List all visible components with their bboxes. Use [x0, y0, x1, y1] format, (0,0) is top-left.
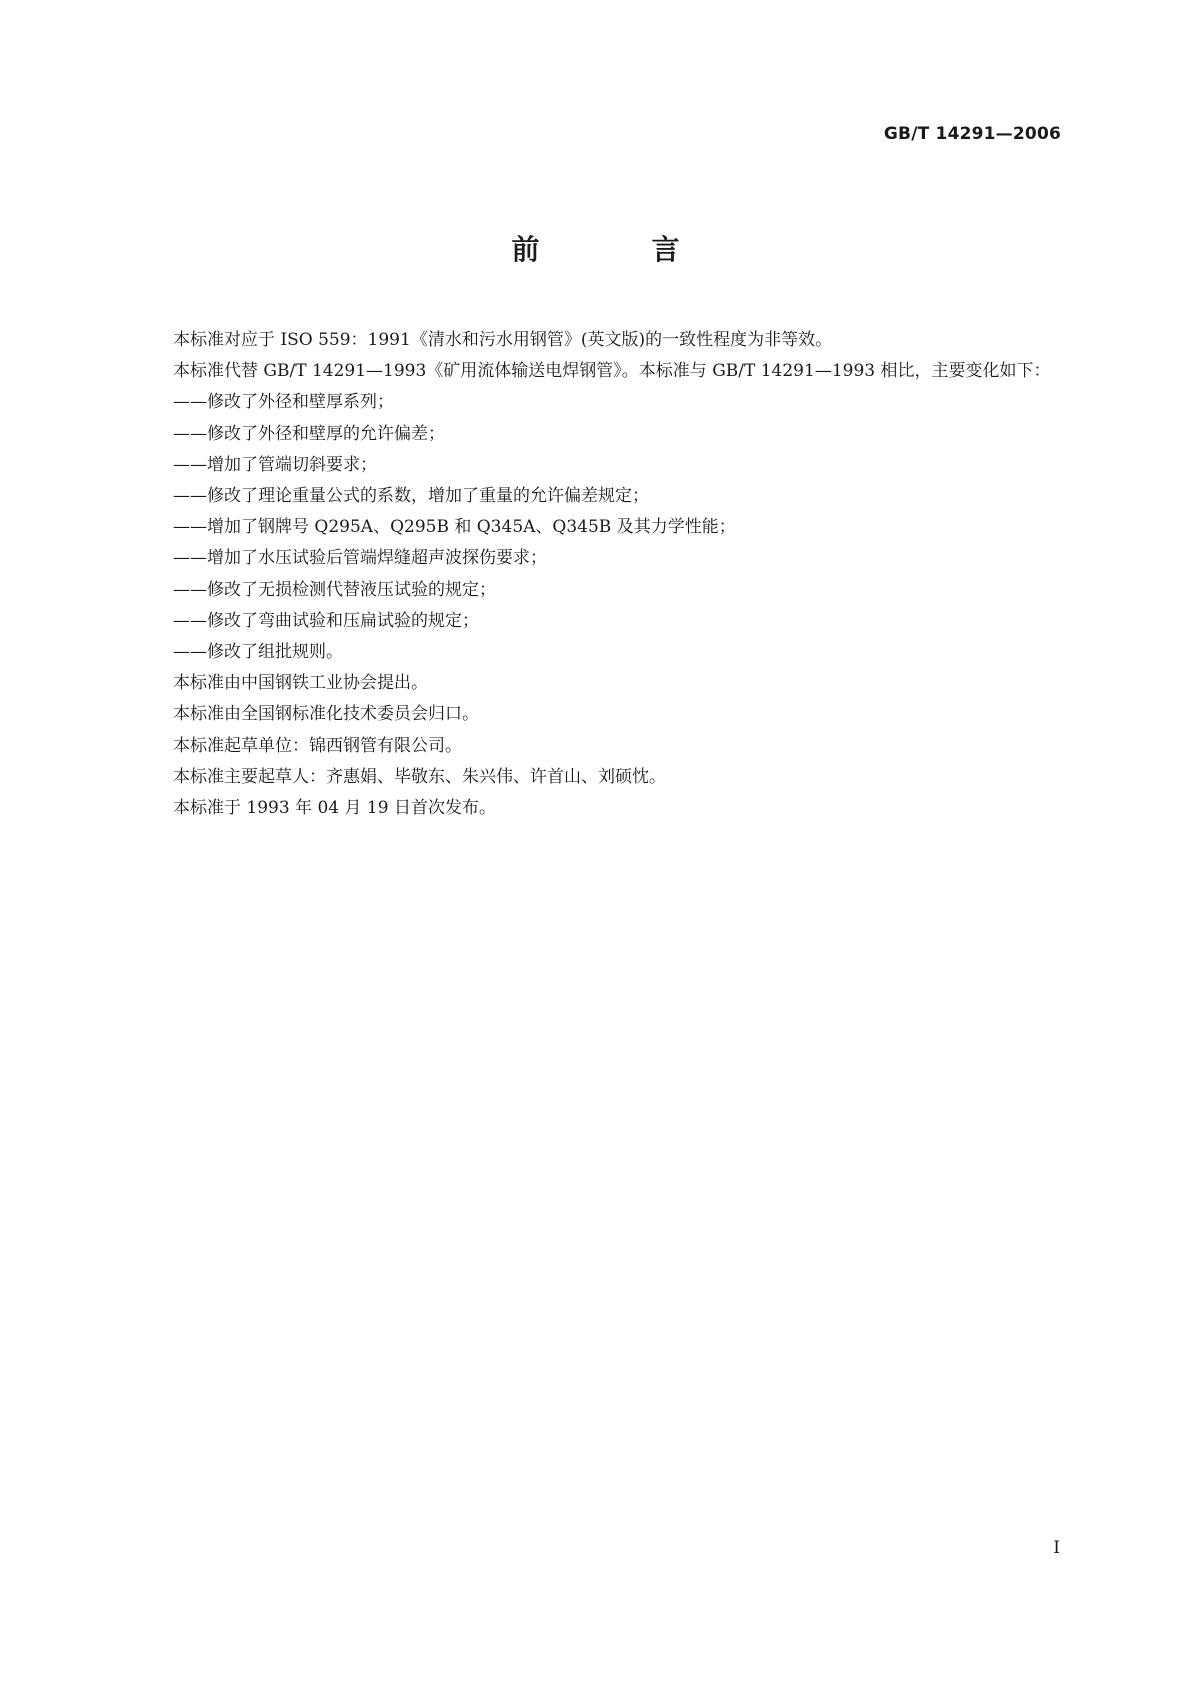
list-item: ——增加了管端切斜要求； [173, 454, 377, 475]
standard-code: GB/T 14291—2006 [883, 124, 1061, 144]
paragraph-centralized: 本标准由全国钢标准化技术委员会归口。 [173, 704, 479, 725]
list-item: ——修改了外径和壁厚系列； [173, 392, 394, 413]
list-item: ——修改了外径和壁厚的允许偏差； [173, 423, 445, 444]
paragraph-drafters: 本标准主要起草人：齐惠娟、毕敬东、朱兴伟、许首山、刘硕忱。 [173, 766, 666, 787]
page-title: 前 言 [511, 233, 722, 266]
list-item: ——增加了水压试验后管端焊缝超声波探伤要求； [173, 548, 547, 569]
paragraph-replacement: 本标准代替 GB/T 14291—1993《矿用流体输送电焊钢管》。本标准与 GB/T 14291—1993 相比，主要变化如下： [173, 361, 1051, 382]
list-item: ——修改了弯曲试验和压扁试验的规定； [173, 610, 479, 631]
paragraph-proposer: 本标准由中国钢铁工业协会提出。 [173, 673, 428, 694]
paragraph-first-release: 本标准于 1993 年 04 月 19 日首次发布。 [173, 798, 496, 819]
paragraph-correspondence: 本标准对应于 ISO 559：1991《清水和污水用钢管》(英文版)的一致性程度为非等效。 [173, 330, 833, 350]
foreword-body [131, 325, 1061, 824]
changes-list [131, 387, 1061, 668]
list-item: ——增加了钢牌号 Q295A、Q295B 和 Q345A、Q345B 及其力学性能； [173, 517, 736, 538]
list-item: ——修改了组批规则。 [173, 642, 343, 663]
paragraph-drafting-unit: 本标准起草单位：锦西钢管有限公司。 [173, 735, 462, 756]
list-item: ——修改了无损检测代替液压试验的规定； [173, 579, 496, 600]
list-item: ——修改了理论重量公式的系数，增加了重量的允许偏差规定； [173, 486, 649, 507]
page-number: I [1053, 1538, 1060, 1558]
